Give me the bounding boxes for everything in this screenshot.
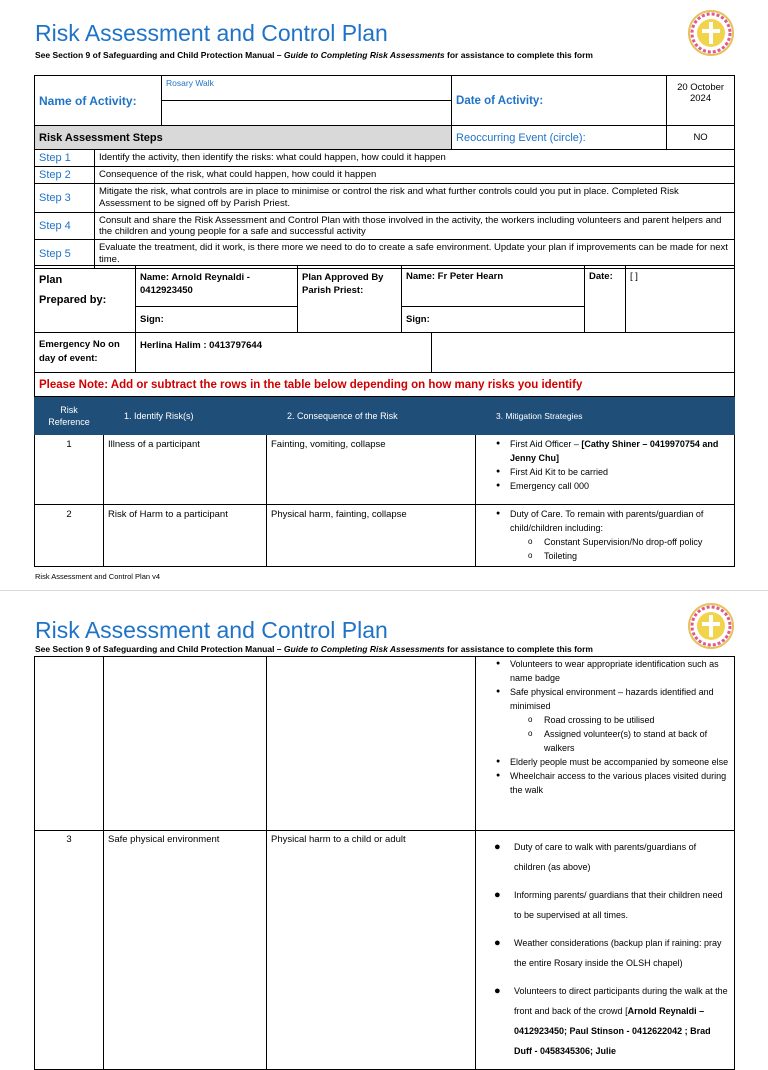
col-consequence: 2. Consequence of the Risk xyxy=(267,397,476,435)
risk-ref xyxy=(35,657,104,831)
plan-date-label: Date: xyxy=(585,266,626,333)
list-item: ● Volunteers to direct participants during the walk at the front and back of the crowd [Arnold Reynaldi – 0412923450; Paul Stinson - 0412622042 ; Brad Duff - 0458345306; Julie xyxy=(492,981,730,1061)
rows-note: Please Note: Add or subtract the rows in the table below depending on how many risks you identify xyxy=(35,373,735,397)
step-label: Step 2 xyxy=(35,167,95,184)
step-label: Step 3 xyxy=(35,184,95,213)
list-item: ● First Aid Kit to be carried xyxy=(492,465,730,479)
list-item: ● Emergency call 000 xyxy=(492,479,730,493)
plan-signoff-table xyxy=(34,265,735,333)
list-item: ● Duty of Care. To remain with parents/guardian of child/children including: xyxy=(492,507,730,535)
col-identify-risks: 1. Identify Risk(s) xyxy=(104,397,267,435)
activity-date-label: Date of Activity: xyxy=(452,76,667,126)
activity-name-label: Name of Activity: xyxy=(35,76,162,126)
risk-mitigation xyxy=(476,505,735,567)
risk-name: Risk of Harm to a participant xyxy=(104,505,267,567)
list-item: o Toileting xyxy=(492,549,730,563)
risk-ref: 1 xyxy=(35,435,104,505)
step-label: Step 4 xyxy=(35,213,95,240)
risk-ref: 3 xyxy=(35,831,104,1070)
emergency-blank xyxy=(432,333,735,373)
parish-crest-icon xyxy=(688,603,734,649)
list-item: o Constant Supervision/No drop-off policy xyxy=(492,535,730,549)
parish-crest-icon xyxy=(688,10,734,56)
plan-approver-name: Name: Fr Peter Hearn xyxy=(402,266,585,307)
list-item: ● Duty of care to walk with parents/guardians of children (as above) xyxy=(492,837,730,877)
risk-consequence: Physical harm, fainting, collapse xyxy=(267,505,476,567)
risk-consequence: Fainting, vomiting, collapse xyxy=(267,435,476,505)
emergency-label: Emergency No on day of event: xyxy=(35,333,136,373)
activity-form-table xyxy=(34,75,735,269)
activity-date-value: 20 October 2024 xyxy=(667,76,735,126)
risk-name: Safe physical environment xyxy=(104,831,267,1070)
step-text: Consult and share the Risk Assessment and Control Plan with those involved in the activity, the workers including volunteers and parent helpers and the children and young people for a safe and successful activity xyxy=(95,213,735,240)
risk-consequence: Physical harm to a child or adult xyxy=(267,831,476,1070)
activity-name-blank xyxy=(162,101,452,126)
emergency-table xyxy=(34,332,735,373)
emergency-value: Herlina Halim : 0413797644 xyxy=(136,333,432,373)
document-subtitle: See Section 9 of Safeguarding and Child Protection Manual – Guide to Completing Risk Assessments for assistance to complete this form xyxy=(35,50,593,60)
risk-name: Illness of a participant xyxy=(104,435,267,505)
list-item: o Road crossing to be utilised xyxy=(492,713,730,727)
step-text: Identify the activity, then identify the risks: what could happen, how could it happen xyxy=(95,150,735,167)
table-row xyxy=(35,831,735,1070)
step-label: Step 5 xyxy=(35,240,95,269)
list-item: ● Elderly people must be accompanied by someone else xyxy=(492,755,730,769)
list-item: ● Weather considerations (backup plan if raining: pray the entire Rosary inside the OLSH chapel) xyxy=(492,933,730,973)
plan-prepared-label: Plan Prepared by: xyxy=(35,266,136,333)
list-item: ● Informing parents/ guardians that their children need to be supervised at all times. xyxy=(492,885,730,925)
risk-consequence xyxy=(267,657,476,831)
list-item: ● First Aid Officer – [Cathy Shiner – 0419970754 and Jenny Chu] xyxy=(492,437,730,465)
step-text: Mitigate the risk, what controls are in place to minimise or control the risk and what further controls could you put in place. Completed Risk Assessment to be signed off by Parish Priest. xyxy=(95,184,735,213)
risk-mitigation xyxy=(476,657,735,831)
plan-approved-label: Plan Approved By Parish Priest: xyxy=(298,266,402,333)
table-row xyxy=(35,657,735,831)
table-row xyxy=(35,505,735,567)
step-label: Step 1 xyxy=(35,150,95,167)
step-text: Consequence of the risk, what could happen, how could it happen xyxy=(95,167,735,184)
step-text: Evaluate the treatment, did it work, is there more we need to do to create a safe environment. Update your plan if improvements can be made for next time. xyxy=(95,240,735,269)
plan-preparer-sign: Sign: xyxy=(136,307,298,333)
document-subtitle: See Section 9 of Safeguarding and Child Protection Manual – Guide to Completing Risk Assessments for assistance to complete this form xyxy=(35,644,593,654)
col-risk-reference: Risk Reference xyxy=(35,397,104,435)
col-mitigation: 3. Mitigation Strategies xyxy=(476,397,735,435)
table-row xyxy=(35,435,735,505)
risk-table-continued xyxy=(34,656,735,1070)
risk-ref: 2 xyxy=(35,505,104,567)
page-2 xyxy=(0,590,768,1056)
risk-mitigation xyxy=(476,831,735,1070)
list-item: o Assigned volunteer(s) to stand at back of walkers xyxy=(492,727,730,755)
steps-header-label: Risk Assessment Steps xyxy=(35,126,452,150)
list-item: ● Volunteers to wear appropriate identification such as name badge xyxy=(492,657,730,685)
list-item: ● Wheelchair access to the various places visited during the walk xyxy=(492,769,730,797)
risk-table xyxy=(34,372,735,567)
plan-preparer-name: Name: Arnold Reynaldi - 0412923450 xyxy=(136,266,298,307)
plan-date-value: [ ] xyxy=(626,266,735,333)
recurring-value: NO xyxy=(667,126,735,150)
plan-approver-sign: Sign: xyxy=(402,307,585,333)
risk-name xyxy=(104,657,267,831)
document-title: Risk Assessment and Control Plan xyxy=(35,617,388,643)
document-title: Risk Assessment and Control Plan xyxy=(35,20,388,46)
risk-mitigation xyxy=(476,435,735,505)
activity-name-value: Rosary Walk xyxy=(162,76,452,101)
list-item: ● Safe physical environment – hazards identified and minimised xyxy=(492,685,730,713)
page-footer: Risk Assessment and Control Plan v4 xyxy=(35,572,161,581)
recurring-label: Reoccurring Event (circle): xyxy=(452,126,667,150)
